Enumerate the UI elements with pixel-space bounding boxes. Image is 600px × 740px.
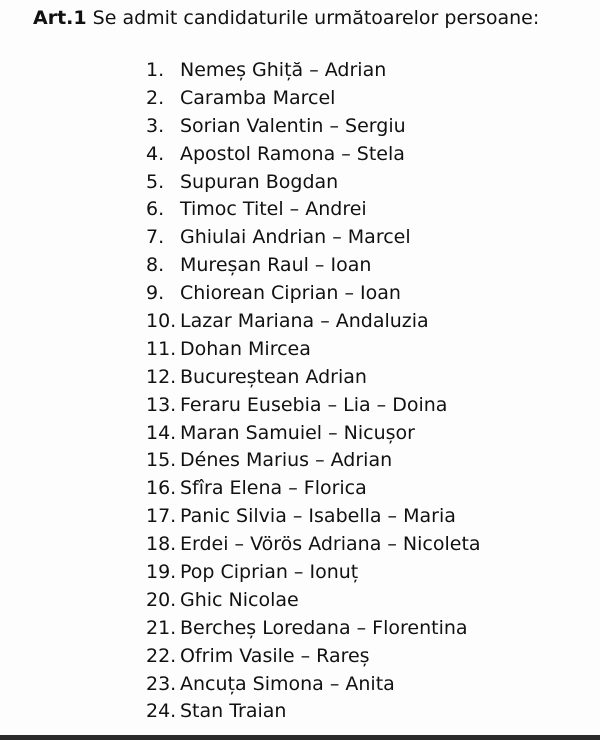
candidate-name: Sorian Valentin – Sergiu — [180, 114, 406, 137]
candidate-number: 15. — [146, 449, 177, 472]
candidate-number: 17. — [146, 505, 177, 528]
candidate-name: Apostol Ramona – Stela — [180, 142, 405, 165]
candidate-name: Pop Ciprian – Ionuț — [180, 561, 359, 584]
candidate-name: Supuran Bogdan — [180, 170, 339, 193]
candidate-item — [146, 113, 481, 141]
candidate-name: Maran Samuiel – Nicușor — [180, 421, 415, 444]
candidate-item — [146, 364, 481, 392]
candidate-name: Chiorean Ciprian – Ioan — [180, 282, 401, 305]
candidate-name: Nemeș Ghiță – Adrian — [180, 59, 387, 81]
candidate-number: 22. — [146, 644, 177, 667]
candidate-name: Ghic Nicolae — [180, 588, 299, 611]
candidate-number: 23. — [146, 672, 177, 695]
candidate-name: Ofrim Vasile – Rareș — [180, 644, 370, 667]
candidate-item — [146, 392, 481, 420]
candidate-item — [146, 308, 481, 336]
candidate-list — [146, 57, 481, 726]
candidate-item — [146, 85, 481, 113]
candidate-number: 2. — [146, 86, 165, 109]
article-text: Se admit candidaturile următoarelor persoane: — [86, 7, 540, 29]
candidate-item — [146, 336, 481, 364]
article-number: Art.1 — [33, 7, 87, 29]
candidate-item — [146, 643, 481, 671]
candidate-name: Sfîra Elena – Florica — [180, 477, 367, 500]
candidate-item — [146, 447, 481, 475]
candidate-number: 16. — [146, 477, 177, 500]
candidate-item — [146, 587, 481, 615]
candidate-number: 18. — [146, 533, 177, 556]
candidate-name: Bucureștean Adrian — [180, 365, 367, 388]
article-heading — [33, 7, 539, 29]
candidate-item — [146, 252, 481, 280]
candidate-number: 3. — [146, 114, 165, 137]
candidate-item — [146, 420, 481, 448]
candidate-number: 13. — [146, 393, 177, 416]
candidate-item — [146, 531, 481, 559]
candidate-number: 7. — [146, 226, 165, 249]
candidate-item — [146, 196, 481, 224]
candidate-item — [146, 503, 481, 531]
candidate-item — [146, 141, 481, 169]
candidate-name: Stan Traian — [180, 700, 287, 723]
candidate-name: Feraru Eusebia – Lia – Doina — [180, 393, 448, 416]
candidate-name: Dohan Mircea — [180, 337, 311, 360]
candidate-item — [146, 671, 481, 699]
candidate-item — [146, 280, 481, 308]
candidate-number: 21. — [146, 616, 177, 639]
candidate-number: 4. — [146, 142, 165, 165]
candidate-name: Caramba Marcel — [180, 86, 336, 109]
candidate-name: Dénes Marius – Adrian — [180, 449, 393, 472]
candidate-number: 14. — [146, 421, 177, 444]
candidate-item — [146, 615, 481, 643]
candidate-item — [146, 475, 481, 503]
candidate-item — [146, 224, 481, 252]
candidate-item — [146, 559, 481, 587]
candidate-item — [146, 698, 481, 726]
candidate-name: Lazar Mariana – Andaluzia — [180, 310, 429, 333]
candidate-number: 5. — [146, 170, 165, 193]
candidate-name: Panic Silvia – Isabella – Maria — [180, 505, 456, 528]
candidate-number: 6. — [146, 198, 165, 221]
candidate-number: 9. — [146, 282, 165, 305]
candidate-name: Bercheș Loredana – Florentina — [180, 616, 468, 639]
candidate-number: 11. — [146, 337, 177, 360]
candidate-name: Timoc Titel – Andrei — [180, 198, 367, 221]
candidate-number: 12. — [146, 365, 177, 388]
candidate-item — [146, 57, 481, 85]
candidate-name: Mureșan Raul – Ioan — [180, 254, 372, 277]
candidate-name: Ghiulai Andrian – Marcel — [180, 226, 411, 249]
candidate-number: 24. — [146, 700, 177, 723]
candidate-number: 20. — [146, 588, 177, 611]
candidate-number: 1. — [146, 59, 165, 81]
candidate-number: 10. — [146, 310, 177, 333]
page-bottom-edge — [0, 735, 600, 740]
candidate-name: Erdei – Vörös Adriana – Nicoleta — [180, 533, 481, 556]
candidate-item — [146, 169, 481, 197]
candidate-number: 8. — [146, 254, 165, 277]
candidate-name: Ancuța Simona – Anita — [180, 672, 395, 695]
candidate-number: 19. — [146, 561, 177, 584]
